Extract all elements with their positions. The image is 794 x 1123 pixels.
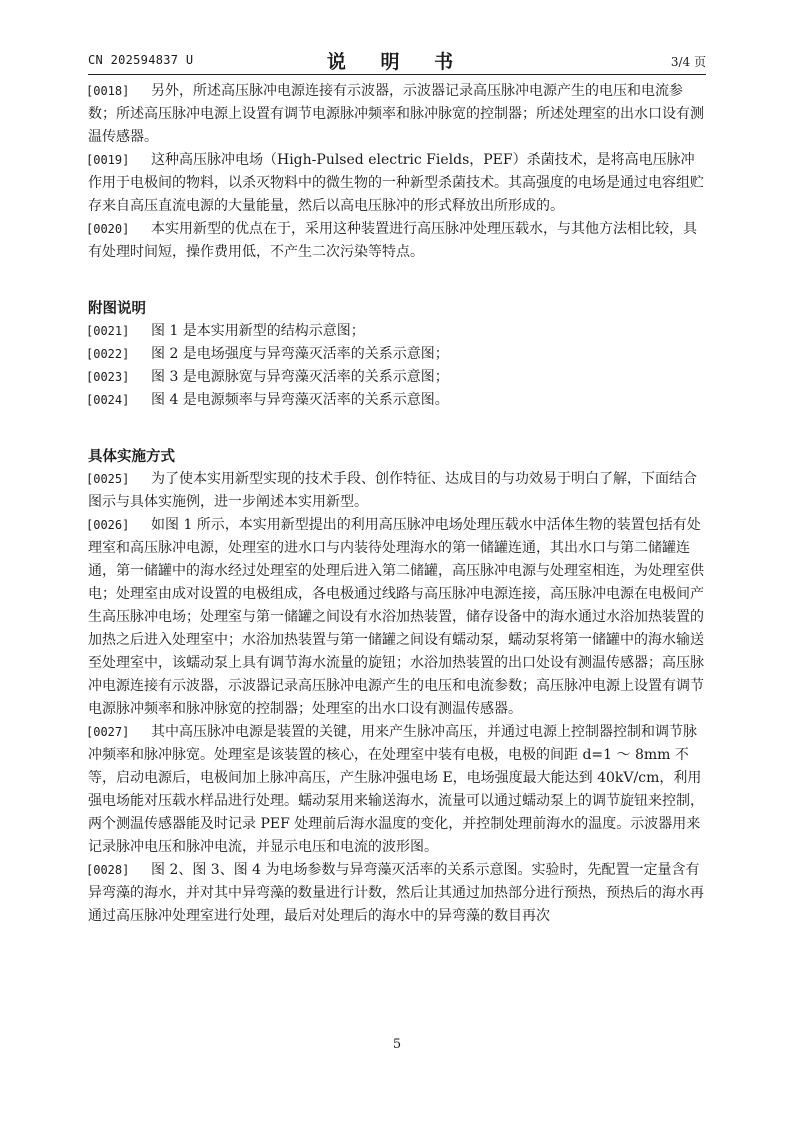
paragraph-number: [0026] — [86, 518, 130, 532]
section-heading-figures: 附图说明 — [88, 300, 146, 317]
paragraph — [88, 80, 708, 149]
paragraph — [88, 343, 708, 366]
page-indicator: 3/4 页 — [670, 55, 706, 69]
paragraph-text: 图 2、图 3、图 4 为电场参数与异弯藻灭活率的关系示意图。实验时，先配置一定量含有异弯藻的海水，并对其中异弯藻的数量进行计数，然后让其通过加热部分进行预热，预热后的海水再通过高压脉冲处理室进行处理，最后对处理后的海水中的异弯藻的数目再次 — [88, 862, 704, 924]
spacer — [88, 412, 708, 435]
paragraph-number: [0019] — [86, 153, 130, 167]
paragraph-text: 其中高压脉冲电源是装置的关键，用来产生脉冲高压，并通过电源上控制器控制和调节脉冲频率和脉冲脉宽。处理室是该装置的核心，在处理室中装有电极，电极的间距 d=1 ～ 8mm 不等，启动电源后，电极间加上脉冲高压，产生脉冲强电场 E，电场强度最大能达到 40kV/cm，利用强电场能对压载水样品进行处理。蠕动泵用来输送海水，流量可以通过蠕动泵上的调节旋钮来控制，两个测温传感器能及时记录 PEF 处理前后海水温度的变化，并控制处理前海水的温度。示波器用来记录脉冲电压和脉冲电流，并显示电压和电流的波形图。 — [88, 724, 704, 855]
paragraph-number: [0020] — [86, 222, 130, 236]
patent-number: CN 202594837 U — [88, 53, 194, 67]
paragraph — [88, 366, 708, 389]
paragraph-number: [0027] — [86, 725, 130, 739]
page-header — [88, 47, 706, 73]
document-title: 说 明 书 — [326, 51, 468, 73]
paragraph — [88, 859, 708, 928]
document-body — [88, 80, 708, 928]
section-heading-embodiment: 具体实施方式 — [88, 448, 175, 465]
spacer — [88, 264, 708, 287]
page-number: 5 — [392, 1037, 402, 1052]
paragraph-text: 另外，所述高压脉冲电源连接有示波器，示波器记录高压脉冲电源产生的电压和电流参数；所述高压脉冲电源上设置有调节电源脉冲频率和脉冲脉宽的控制器；所述处理室的出水口设有测温传感器。 — [88, 83, 704, 145]
paragraph-number: [0028] — [86, 863, 130, 877]
paragraph-number: [0018] — [86, 84, 130, 98]
paragraph-number: [0021] — [86, 324, 130, 338]
spacer — [88, 435, 708, 445]
paragraph — [88, 514, 708, 721]
paragraph-text: 图 3 是电源脉宽与异弯藻灭活率的关系示意图； — [151, 369, 449, 385]
paragraph-group-intro — [88, 80, 708, 264]
paragraph-number: [0024] — [86, 393, 130, 407]
paragraph-text: 这种高压脉冲电场（High-Pulsed electric Fields，PEF）杀菌技术，是将高电压脉冲作用于电极间的物料，以杀灭物料中的微生物的一种新型杀菌技术。其高强度的电场是通过电容组贮存来自高压直流电源的大量能量，然后以高电压脉冲的形式释放出所形成的。 — [88, 152, 704, 214]
paragraph — [88, 320, 708, 343]
paragraph-number: [0022] — [86, 347, 130, 361]
paragraph-group-embodiment — [88, 468, 708, 928]
paragraph-group-figures — [88, 320, 708, 412]
spacer — [88, 287, 708, 297]
paragraph-text: 图 1 是本实用新型的结构示意图； — [151, 323, 365, 339]
paragraph-text: 本实用新型的优点在于，采用这种装置进行高压脉冲处理压载水，与其他方法相比较，具有处理时间短，操作费用低，不产生二次污染等特点。 — [88, 221, 697, 260]
paragraph — [88, 721, 708, 859]
paragraph-text: 为了使本实用新型实现的技术手段、创作特征、达成目的与功效易于明白了解，下面结合图示与具体实施例，进一步阐述本实用新型。 — [88, 471, 697, 510]
paragraph — [88, 468, 708, 514]
paragraph-text: 如图 1 所示，本实用新型提出的利用高压脉冲电场处理压载水中活体生物的装置包括有处理室和高压脉冲电源，处理室的进水口与内装待处理海水的第一储罐连通，其出水口与第二储罐连通，第一储罐中的海水经过处理室的处理后进入第二储罐，高压脉冲电源与处理室相连，为处理室供电；处理室由成对设置的电极组成，各电极通过线路与高压脉冲电源连接，高压脉冲电源在电极间产生高压脉冲电场；处理室与第一储罐之间设有水浴加热装置，储存设备中的海水通过水浴加热装置的加热之后进入处理室中；水浴加热装置与第一储罐之间设有蠕动泵，蠕动泵将第一储罐中的海水输送至处理室中，该蠕动泵上具有调节海水流量的旋钮；水浴加热装置的出口处设有测温传感器；高压脉冲电源连接有示波器，示波器记录高压脉冲电源产生的电压和电流参数；高压脉冲电源上设置有调节电源脉冲频率和脉冲脉宽的控制器；处理室的出水口设有测温传感器。 — [88, 517, 704, 717]
paragraph — [88, 149, 708, 218]
paragraph-text: 图 4 是电源频率与异弯藻灭活率的关系示意图。 — [151, 392, 449, 408]
paragraph-number: [0023] — [86, 370, 130, 384]
paragraph-text: 图 2 是电场强度与异弯藻灭活率的关系示意图； — [151, 346, 449, 362]
paragraph — [88, 218, 708, 264]
paragraph — [88, 389, 708, 412]
header-rule — [88, 74, 706, 75]
paragraph-number: [0025] — [86, 472, 130, 486]
